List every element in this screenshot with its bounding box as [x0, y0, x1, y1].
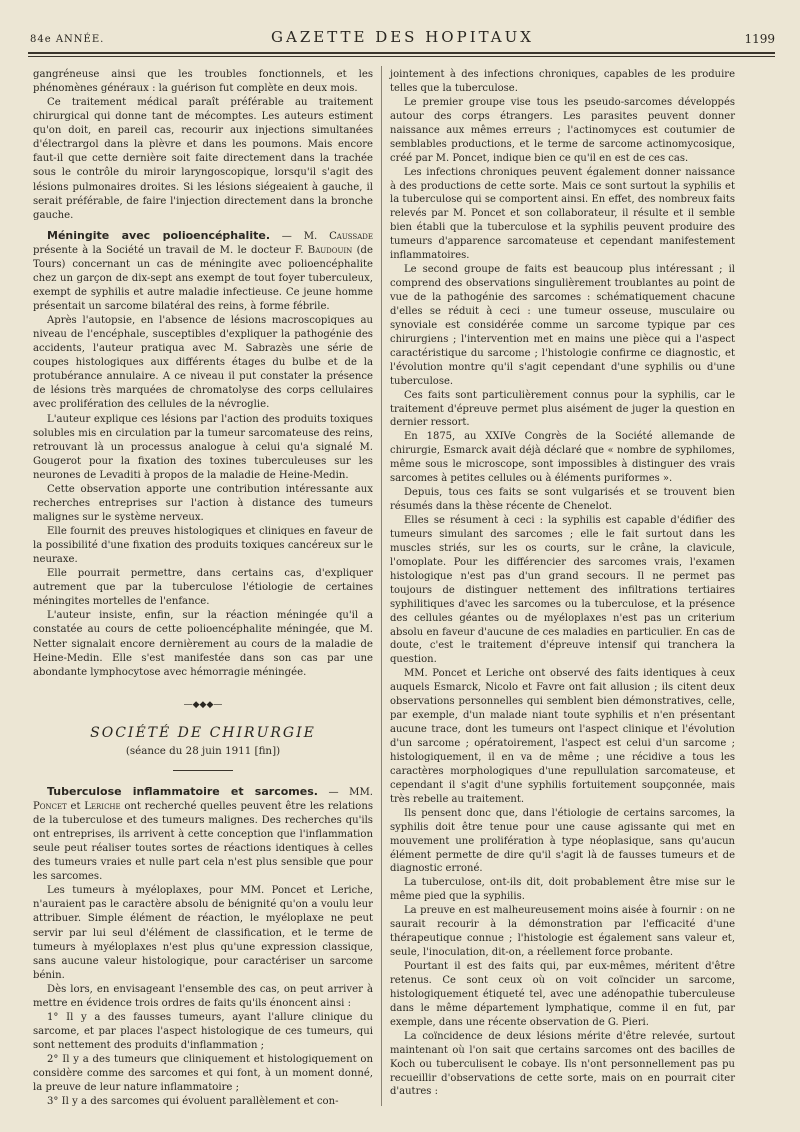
- paragraph: Depuis, tous ces faits se sont vulgarisés et se trouvent bien résumés dans la thèse récente de Chenelot.: [390, 487, 735, 513]
- paragraph: gangréneuse ainsi que les troubles fonctionnels, et les phénomènes généraux : la guérison fut complète en deux mois.: [33, 69, 373, 95]
- section-paragraph-tuberculose: Tuberculose inflammatoire et sarcomes. — MM. Poncet et Leriche ont recherché quelles peuvent être les relations de la tuberculose et des tumeurs malignes. Des recherches qu'ils ont entreprises, ils arrivent à cette conception que l'inflammation seule peut réaliser toutes sortes de réactions identiques à celles des tumeurs vraies et nulle part cela n'est plus sensible que pour les sarcomes.: [33, 784, 374, 883]
- list-item: 2° Il y a des tumeurs que cliniquement et histologiquement on considère comme des sarcomes et qui font, à un moment donné, la preuve de leur nature inflammatoire ;: [33, 1054, 373, 1094]
- paragraph: L'auteur insiste, enfin, sur la réaction méningée qu'il a constatée au cours de cette polioencéphalite méningée, que M. Netter signalait encore dernièrement au cours de la maladie de Heine-Medin. Elle s'est manifestée dans son cas par une abondante lymphocytose avec hémorragie méningée.: [33, 610, 373, 678]
- paragraph: Les infections chroniques peuvent également donner naissance à des productions de cette sorte. Mais ce sont surtout la syphilis et la tuberculose qui se comportent ainsi. En effet, des nombreux faits relevés par M. Poncet et son collaborateur, il résulte et il semble bien établi que la tuberculose et la syphilis peuvent produire des tumeurs d'apparence sarcomateuse et cependant manifestement inflammatoires.: [390, 166, 735, 262]
- right-column: [390, 68, 735, 1099]
- paragraph: jointement à des infections chroniques, capables de les produire telles que la tuberculose.: [390, 69, 735, 94]
- section-paragraph-meningite: Méningite avec polioencéphalite. — M. Caussade présente à la Société un travail de M. le docteur F. Baudouin (de Tours) concernant un cas de méningite avec polioencéphalite chez un garçon de dix-sept ans exempt de tout foyer tuberculeux, exempt de syphilis et autre maladie infectieuse. Ce jeune homme présentait un sarcome bilatéral des reins, à forme fébrile.: [33, 228, 373, 312]
- journal-title: GAZETTE DES HOPITAUX: [271, 28, 534, 46]
- column-divider: [381, 66, 382, 1106]
- running-header: [30, 24, 775, 50]
- header-year: 84e ANNÉE.: [30, 34, 105, 45]
- divider: [173, 770, 233, 771]
- list-item: 3° Il y a des sarcomes qui évoluent parallèlement et con-: [47, 1096, 339, 1108]
- paragraph: Ce traitement médical paraît préférable au traitement chirurgical qui donne tant de mécomptes. Les auteurs estiment qu'on doit, en pareil cas, recourir aux injections simultanées d'électrargol dans la plèvre et dans les poumons. Mais encore faut-il que cette dernière soit faite directement dans la trachée sous le contrôle du miroir laryngoscopique, lorsqu'il s'agit des lésions pulmonaires droites. Si les lésions siégeaient à gauche, il serait préférable, de faire l'injection directement dans la bronche gauche.: [33, 97, 373, 221]
- paragraph: Ils pensent donc que, dans l'étiologie de certains sarcomes, la syphilis doit être tenue pour une cause agissante qui met en mouvement une prolifération à type néoplasique, sans qu'aucun élément permette de dire qu'il s'agit là de fausses tumeurs et de diagnostic erroné.: [390, 807, 735, 875]
- author-name: Caussade: [329, 230, 373, 242]
- session-date: (séance du 28 juin 1911 [fin]): [125, 744, 281, 757]
- section-heading: Méningite avec polioencéphalite.: [47, 228, 270, 242]
- section-ornament: —◆◆◆—: [183, 699, 223, 710]
- paragraph: Le premier groupe vise tous les pseudo-sarcomes développés autour des corps étrangers. Les parasites peuvent donner naissance aux mêmes erreurs ; l'actinomyces est coutumier de semblables productions, et le terme de sarcome actinomycosique, créé par M. Poncet, indique bien ce qu'il en est de ces cas.: [390, 96, 735, 164]
- paragraph: L'auteur explique ces lésions par l'action des produits toxiques solubles mis en circulation par la tumeur sarcomateuse des reins, retrouvant là un processus analogue à celui qu'a signalé M. Gougerot pour la fixation des toxines tuberculeuses sur les neurones de Levaditi à propos de la maladie de Heine-Medin.: [33, 413, 373, 481]
- header-rule-thin: [28, 56, 775, 57]
- paragraph: Cette observation apporte une contribution intéressante aux recherches entreprises sur l'action à distance des tumeurs malignes sur le système nerveux.: [33, 483, 373, 523]
- paragraph: La coïncidence de deux lésions mérite d'être relevée, surtout maintenant où l'on sait que certains sarcomes ont des bacilles de Koch ou tuberculisent le cobaye. Ils n'ont personnellement pas pu recueillir d'observations de cette sorte, mais on en pourrait citer d'autres :: [390, 1030, 735, 1098]
- paragraph: La preuve en est malheureusement moins aisée à fournir : on ne saurait recourir à la démonstration par l'efficacité d'une thérapeutique connue ; l'histologie est également sans valeur et, seule, l'inoculation, dit-on, a réellement force probante.: [390, 905, 735, 959]
- paragraph: Elle fournit des preuves histologiques et cliniques en faveur de la possibilité d'une fixation des produits toxiques cancéreux sur le neuraxe.: [33, 526, 373, 566]
- paragraph: Le second groupe de faits est beaucoup plus intéressant ; il comprend des observations singulièrement troublantes au point de vue de la pathogénie des sarcomes : schématiquement chacune d'elles se réduit à ceci : une tumeur osseuse, musculaire ou synoviale est considérée comme un sarcome typique par ces chirurgiens ; l'intervention met en mains une pièce qui a l'aspect caractéristique du sarcome ; l'histologie confirme ce diagnostic, et l'évolution montre qu'il s'agit cependant d'une syphilis ou d'une tuberculose.: [390, 264, 735, 387]
- paragraph: Elle pourrait permettre, dans certains cas, d'expliquer autrement que par la tuberculose l'étiologie de certaines méningites mortelles de l'enfance.: [33, 568, 373, 608]
- left-column: [33, 68, 373, 1109]
- page-number: 1199: [744, 32, 775, 46]
- author-name: Poncet: [33, 800, 67, 812]
- paragraph: Elles se résument à ceci : la syphilis est capable d'édifier des tumeurs simulant des sarcomes ; elle le fait surtout dans les muscles striés, sur les os courts, sur le crâne, la clavicule, l'omoplate. Pour les différencier des sarcomes vrais, l'examen histologique n'est pas d'un grand secours. Il ne permet pas toujours de distinguer nettement des infiltrations tertiaires syphilitiques d'avec les sarcomes ou la tuberculose, et la présence des cellules géantes ou de myéloplaxes n'est pas un criterium absolu en faveur d'aucune de ces maladies en particulier. En cas de doute, c'est le traitement d'épreuve intensif qui tranchera la question.: [390, 515, 735, 666]
- paragraph: Pourtant il est des faits qui, par eux-mêmes, méritent d'être retenus. Ce sont ceux où on voit coïncider un sarcome, histologiquement étiqueté tel, avec une adénopathie tuberculeuse dans le même département lymphatique, comme il en fut, par exemple, dans une récente observation de G. Pieri.: [390, 961, 735, 1028]
- paragraph: Après l'autopsie, en l'absence de lésions macroscopiques au niveau de l'encéphale, susceptibles d'expliquer la pathogénie des accidents, l'auteur pratiqua avec M. Sabrazès une série de coupes histologiques aux différents étages du bulbe et de la protubérance annulaire. A ce niveau il put constater la présence de lésions très marquées de chromatolyse des corps cellulaires avec prolifération des cellules de la névroglie.: [33, 315, 373, 411]
- society-title: SOCIÉTÉ DE CHIRURGIE: [90, 724, 316, 741]
- list-item: 1° Il y a des fausses tumeurs, ayant l'allure clinique du sarcome, et par places l'aspect histologique de ces tumeurs, qui sont nettement des produits d'inflammation ;: [33, 1011, 373, 1051]
- header-rule-thick: [28, 52, 775, 54]
- paragraph: Ces faits sont particulièrement connus pour la syphilis, car le traitement d'épreuve permet plus aisément de juger la question en dernier ressort.: [390, 389, 735, 429]
- paragraph: Dès lors, en envisageant l'ensemble des cas, on peut arriver à mettre en évidence trois ordres de faits qu'ils énoncent ainsi :: [33, 983, 373, 1009]
- section-heading: Tuberculose inflammatoire et sarcomes.: [47, 784, 318, 798]
- author-name: Leriche: [84, 800, 121, 812]
- author-name: Baudouin: [307, 244, 353, 256]
- paragraph: MM. Poncet et Leriche ont observé des faits identiques à ceux auquels Esmarck, Nicolo et Favre ont fait allusion ; ils citent deux observations personnelles qui semblent bien démonstratives, celle, par exemple, d'un malade niant toute syphilis et n'en présentant aucune trace, dont les tumeurs ont l'aspect clinique et l'évolution d'un sarcome ; opératoirement, l'aspect est celui d'un sarcome ; histologiquement, il en va de même ; une récidive a tous les caractères morphologiques d'une repullulation sarcomateuse, et cependant il s'agit d'une syphilis fortuitement soupçonnée, mais très rebelle au traitement.: [390, 668, 735, 805]
- paragraph: La tuberculose, ont-ils dit, doit probablement être mise sur le même pied que la syphilis.: [390, 877, 735, 903]
- paragraph: En 1875, au XXIVe Congrès de la Société allemande de chirurgie, Esmarck avait déjà déclaré que « nombre de syphilomes, même sous le microscope, sont impossibles à distinguer des vrais sarcomes à petites cellules ou à éléments puriformes ».: [390, 431, 735, 485]
- paragraph: Les tumeurs à myéloplaxes, pour MM. Poncet et Leriche, n'auraient pas le caractère absolu de bénignité qu'on a voulu leur attribuer. Simple élément de réaction, le myéloplaxe ne peut servir par lui seul d'élément de classification, et le terme de tumeurs à myéloplaxes n'est plus qu'une expression classique, sans aucune valeur histologique, pour caractériser un sarcome bénin.: [33, 885, 373, 981]
